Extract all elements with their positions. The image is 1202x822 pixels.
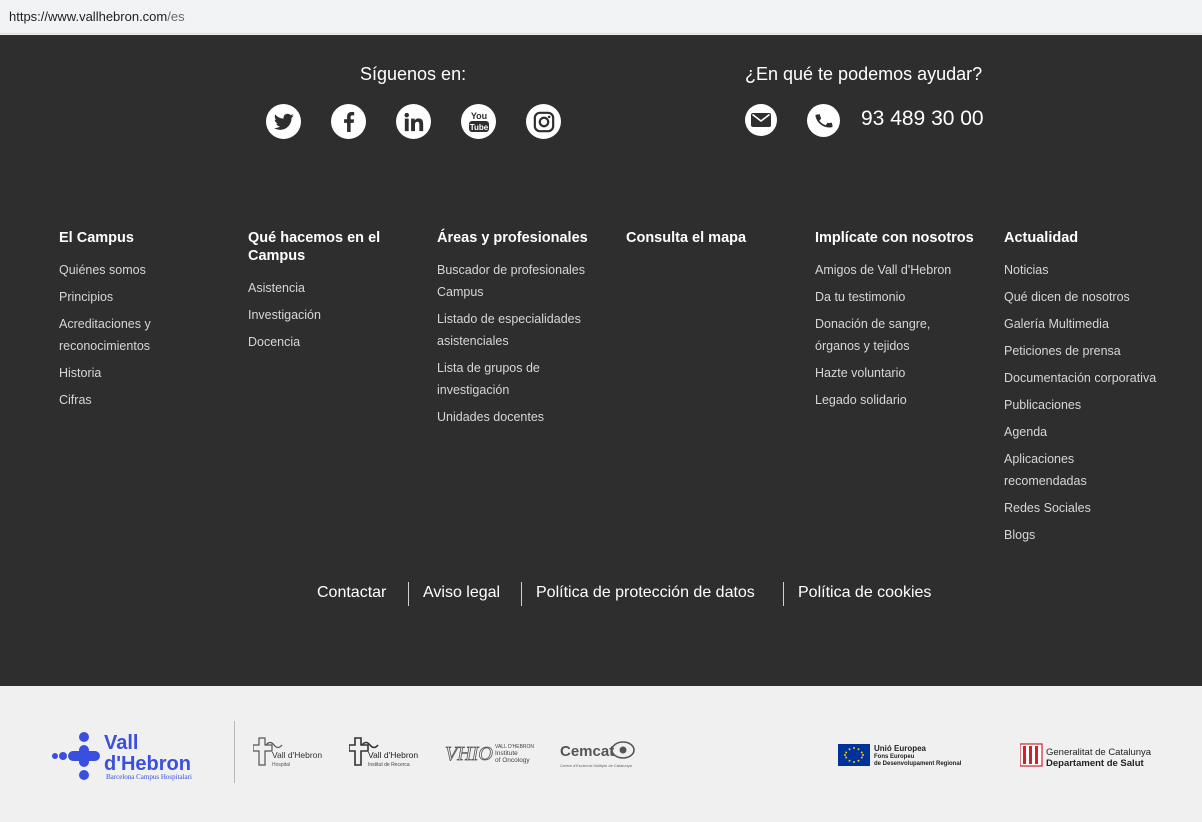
footer-link[interactable]: Investigación <box>248 308 321 322</box>
cemcat-logo[interactable] <box>560 738 640 775</box>
footer-link[interactable]: Unidades docentes <box>437 410 545 424</box>
footer-link[interactable]: Acreditaciones y reconocimientos <box>59 317 151 353</box>
footer-link[interactable]: Principios <box>59 290 114 304</box>
youtube-icon[interactable] <box>461 104 496 139</box>
cemcat-name: Cemcat <box>560 743 615 760</box>
svg-text:Tube: Tube <box>469 122 488 132</box>
footer-link[interactable]: Donación de sangre, órganos y tejidos <box>815 317 931 353</box>
help-title: ¿En qué te podemos ayudar? <box>745 64 983 84</box>
footer-link[interactable]: Historia <box>59 366 102 380</box>
legal-separator <box>521 582 522 606</box>
vall-hebron-hospital-logo[interactable] <box>253 736 328 775</box>
linkedin-icon[interactable] <box>396 104 431 139</box>
vhio-line1: VALL D'HEBRON <box>495 744 535 750</box>
logo-text-vall: Vall <box>104 732 139 754</box>
logo-strip <box>0 686 1202 822</box>
footer-column-que-hacemos <box>248 229 418 358</box>
column-title[interactable]: Qué hacemos en el Campus <box>248 230 381 264</box>
footer-link[interactable]: Amigos de Vall d'Hebron <box>815 263 952 277</box>
footer-column-areas <box>437 229 607 433</box>
legal-separator <box>783 582 784 606</box>
legal-link-cookies[interactable]: Política de cookies <box>798 584 932 601</box>
column-title[interactable]: Consulta el mapa <box>626 230 747 246</box>
footer-column-actualidad <box>1004 229 1194 551</box>
footer-link[interactable]: Galería Multimedia <box>1004 317 1109 331</box>
legal-link-aviso[interactable]: Aviso legal <box>423 584 501 601</box>
eu-line2: Fons Europeu <box>874 754 915 760</box>
vhio-logo[interactable] <box>445 738 540 773</box>
logo-text-campus: Barcelona Campus Hospitalari <box>106 773 192 781</box>
hospital-logo-sub: Hospital <box>272 762 291 768</box>
legal-links <box>0 582 1202 608</box>
email-icon[interactable] <box>745 104 777 136</box>
footer-link[interactable]: Hazte voluntario <box>815 366 906 380</box>
footer-link[interactable]: Quiénes somos <box>59 263 146 277</box>
footer-column-mapa <box>626 229 796 259</box>
svg-text:You: You <box>470 110 487 121</box>
footer-link[interactable]: Redes Sociales <box>1004 501 1091 515</box>
logo-divider <box>234 721 235 783</box>
footer-link[interactable]: Asistencia <box>248 281 305 295</box>
eu-feder-logo[interactable] <box>838 742 993 775</box>
eu-line3: de Desenvolupament Regional <box>874 761 962 767</box>
url-text[interactable]: https://www.vallhebron.com/es <box>9 9 185 24</box>
column-title[interactable]: Actualidad <box>1004 230 1079 246</box>
vhio-mark: VHIO <box>445 743 493 765</box>
footer-link[interactable]: Qué dicen de nosotros <box>1004 290 1130 304</box>
column-title[interactable]: El Campus <box>59 230 134 246</box>
gencat-line2: Departament de Salut <box>1046 758 1144 769</box>
footer-link[interactable]: Agenda <box>1004 425 1048 439</box>
footer-link[interactable]: Noticias <box>1004 263 1049 277</box>
footer-link[interactable]: Listado de especialidades asistenciales <box>437 312 581 348</box>
cemcat-sub: Centre d'Esclerosi Múltiple de Catalunya <box>560 763 632 768</box>
footer-link[interactable]: Publicaciones <box>1004 398 1082 412</box>
gencat-line1: Generalitat de Catalunya <box>1046 747 1152 758</box>
facebook-icon[interactable] <box>331 104 366 139</box>
footer-column-implicate <box>815 229 985 416</box>
legal-separator <box>408 582 409 606</box>
gencat-salut-logo[interactable] <box>1020 742 1170 775</box>
vall-hebron-institut-recerca-logo[interactable] <box>349 736 424 775</box>
recerca-logo-name: Vall d'Hebron <box>368 750 419 760</box>
browser-url-bar[interactable] <box>0 0 1202 34</box>
instagram-icon[interactable] <box>526 104 561 139</box>
logo-text-hebron: d'Hebron <box>104 753 191 775</box>
footer-link[interactable]: Aplicaciones recomendadas <box>1004 452 1087 488</box>
legal-link-contactar[interactable]: Contactar <box>317 584 387 601</box>
recerca-logo-sub: Institut de Recerca <box>368 762 410 768</box>
legal-link-privacidad[interactable]: Política de protección de datos <box>536 584 755 601</box>
eu-line1: Unió Europea <box>874 744 927 753</box>
footer-link[interactable]: Legado solidario <box>815 393 907 407</box>
footer-link[interactable]: Buscador de profesionales Campus <box>437 263 586 299</box>
vhio-line2: Institute <box>495 750 518 757</box>
footer-link[interactable]: Docencia <box>248 335 301 349</box>
vhio-line3: of Oncology <box>495 757 530 764</box>
footer-link[interactable]: Peticiones de prensa <box>1004 344 1121 358</box>
column-title[interactable]: Implícate con nosotros <box>815 230 974 246</box>
phone-icon[interactable] <box>807 104 840 137</box>
column-title[interactable]: Áreas y profesionales <box>437 230 588 246</box>
footer-link[interactable]: Documentación corporativa <box>1004 371 1157 385</box>
hospital-logo-name: Vall d'Hebron <box>272 750 323 760</box>
footer-link[interactable]: Cifras <box>59 393 92 407</box>
footer-link[interactable]: Blogs <box>1004 528 1036 542</box>
footer-column-campus <box>59 229 229 416</box>
vall-hebron-campus-logo[interactable] <box>52 730 212 786</box>
phone-number[interactable]: 93 489 30 00 <box>861 107 984 130</box>
footer-link[interactable]: Da tu testimonio <box>815 290 906 304</box>
twitter-icon[interactable] <box>266 104 301 139</box>
footer-link[interactable]: Lista de grupos de investigación <box>437 361 540 397</box>
social-title: Síguenos en: <box>360 64 467 84</box>
site-footer <box>0 35 1202 686</box>
